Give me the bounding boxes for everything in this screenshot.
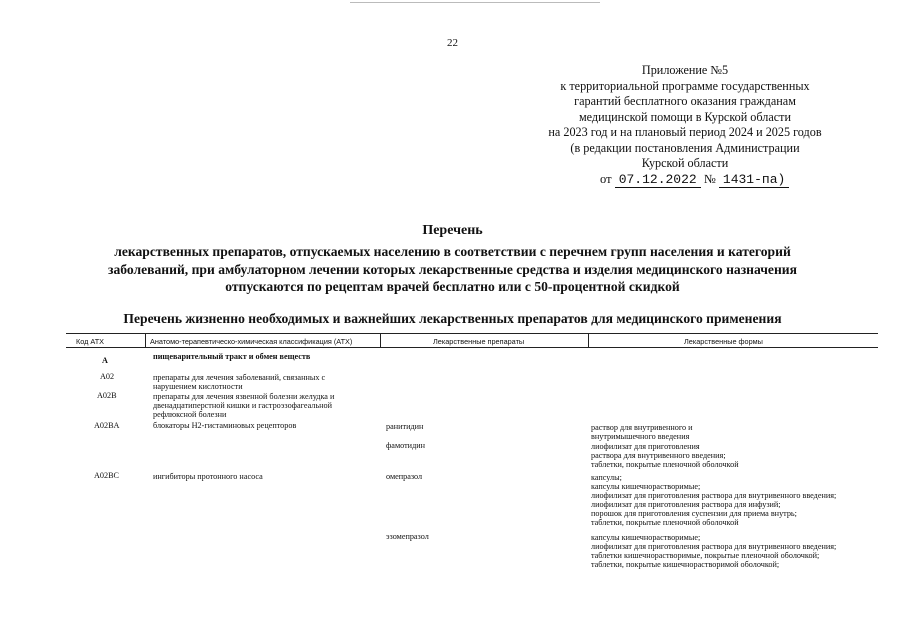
appendix-line: медицинской помощи в Курской области xyxy=(578,109,792,124)
column-divider xyxy=(588,333,589,347)
drug-form: лиофилизат для приготовления раствора для инфузий; xyxy=(591,500,781,509)
number-label: № xyxy=(703,172,716,186)
from-label: от xyxy=(600,172,612,186)
document-heading: Перечень xyxy=(422,223,483,238)
atc-code: A02BC xyxy=(94,471,120,480)
column-divider xyxy=(380,333,381,347)
header-forms: Лекарственные формы xyxy=(684,337,763,346)
atc-code: А xyxy=(102,356,108,365)
drug-name: ранитидин xyxy=(386,422,424,431)
appendix-line: Приложение №5 xyxy=(641,63,729,77)
drug-form: капсулы кишечнорастворимые; xyxy=(591,482,701,491)
appendix-line: к территориальной программе государственных xyxy=(560,78,810,93)
drug-form: раствор для внутривенного и xyxy=(591,423,693,432)
drug-name: фамотидин xyxy=(386,441,425,450)
atc-code: A02B xyxy=(97,391,117,400)
drug-form: лиофилизат для приготовления xyxy=(591,442,700,451)
table-top-rule xyxy=(66,333,878,334)
appendix-line: гарантий бесплатного оказания гражданам xyxy=(574,94,796,108)
atc-class: блокаторы Н2-гистаминовых рецепторов xyxy=(153,421,297,430)
page-number: 22 xyxy=(447,37,458,49)
drug-form: таблетки, покрытые кишечнорастворимой оболочкой; xyxy=(591,560,780,569)
resolution-number: 1431-па) xyxy=(719,173,789,188)
atc-class: препараты для лечения язвенной болезни желудка и xyxy=(153,392,335,401)
title-line: лекарственных препаратов, отпускаемых населению в соответствии с перечнем групп населения и категорий xyxy=(114,244,791,259)
appendix-line: (в редакции постановления Администрации xyxy=(570,140,800,155)
drug-name: омепразол xyxy=(386,472,423,481)
title-line: заболеваний, при амбулаторном лечении которых лекарственные средства и изделия медицинского назначения xyxy=(108,261,797,277)
atc-class: рефлюксной болезни xyxy=(153,410,227,419)
header-classification: Анатомо-терапевтическо-химическая классификация (АТХ) xyxy=(150,337,353,346)
drug-form: внутримышечного введения xyxy=(591,432,690,441)
atc-code: A02BA xyxy=(94,421,120,430)
scan-top-edge xyxy=(350,2,600,3)
drug-form: лиофилизат для приготовления раствора для внутривенного введения; xyxy=(591,491,837,500)
drug-name: эзомепразол xyxy=(386,532,429,541)
drug-form: лиофилизат для приготовления раствора для внутривенного введения; xyxy=(591,542,837,551)
drug-form: порошок для приготовления суспензии для приема внутрь; xyxy=(591,509,797,518)
table-header-rule xyxy=(66,347,878,348)
document-title xyxy=(0,243,905,296)
list-subtitle: Перечень жизненно необходимых и важнейших лекарственных препаратов для медицинского применения xyxy=(123,311,782,326)
appendix-line: на 2023 год и на плановый период 2024 и 2025 годов xyxy=(548,125,822,139)
drug-form: таблетки, покрытые пленочной оболочкой xyxy=(591,518,739,527)
drug-form: раствора для внутривенного введения; xyxy=(591,451,726,460)
atc-class: ингибиторы протонного насоса xyxy=(153,472,263,481)
drug-form: капсулы кишечнорастворимые; xyxy=(591,533,701,542)
header-drugs: Лекарственные препараты xyxy=(433,337,525,346)
title-line: отпускаются по рецептам врачей бесплатно или с 50-процентной скидкой xyxy=(225,279,680,294)
drug-form: капсулы; xyxy=(591,473,622,482)
atc-class: препараты для лечения заболеваний, связанных с xyxy=(153,373,326,382)
atc-code: A02 xyxy=(100,372,115,381)
header-code: Код АТХ xyxy=(76,337,105,346)
column-divider xyxy=(145,333,146,347)
atc-class: нарушением кислотности xyxy=(153,382,243,391)
appendix-line: Курской области xyxy=(641,156,729,170)
resolution-reference xyxy=(600,172,789,188)
resolution-date: 07.12.2022 xyxy=(615,173,701,188)
atc-class: двенадцатиперстной кишки и гастроэзофагеальной xyxy=(153,401,332,410)
drug-form: таблетки, покрытые пленочной оболочкой xyxy=(591,460,739,469)
drug-form: таблетки кишечнорастворимые, покрытые пленочной оболочкой; xyxy=(591,551,820,560)
appendix-block xyxy=(530,63,840,172)
atc-class: пищеварительный тракт и обмен веществ xyxy=(153,352,311,361)
